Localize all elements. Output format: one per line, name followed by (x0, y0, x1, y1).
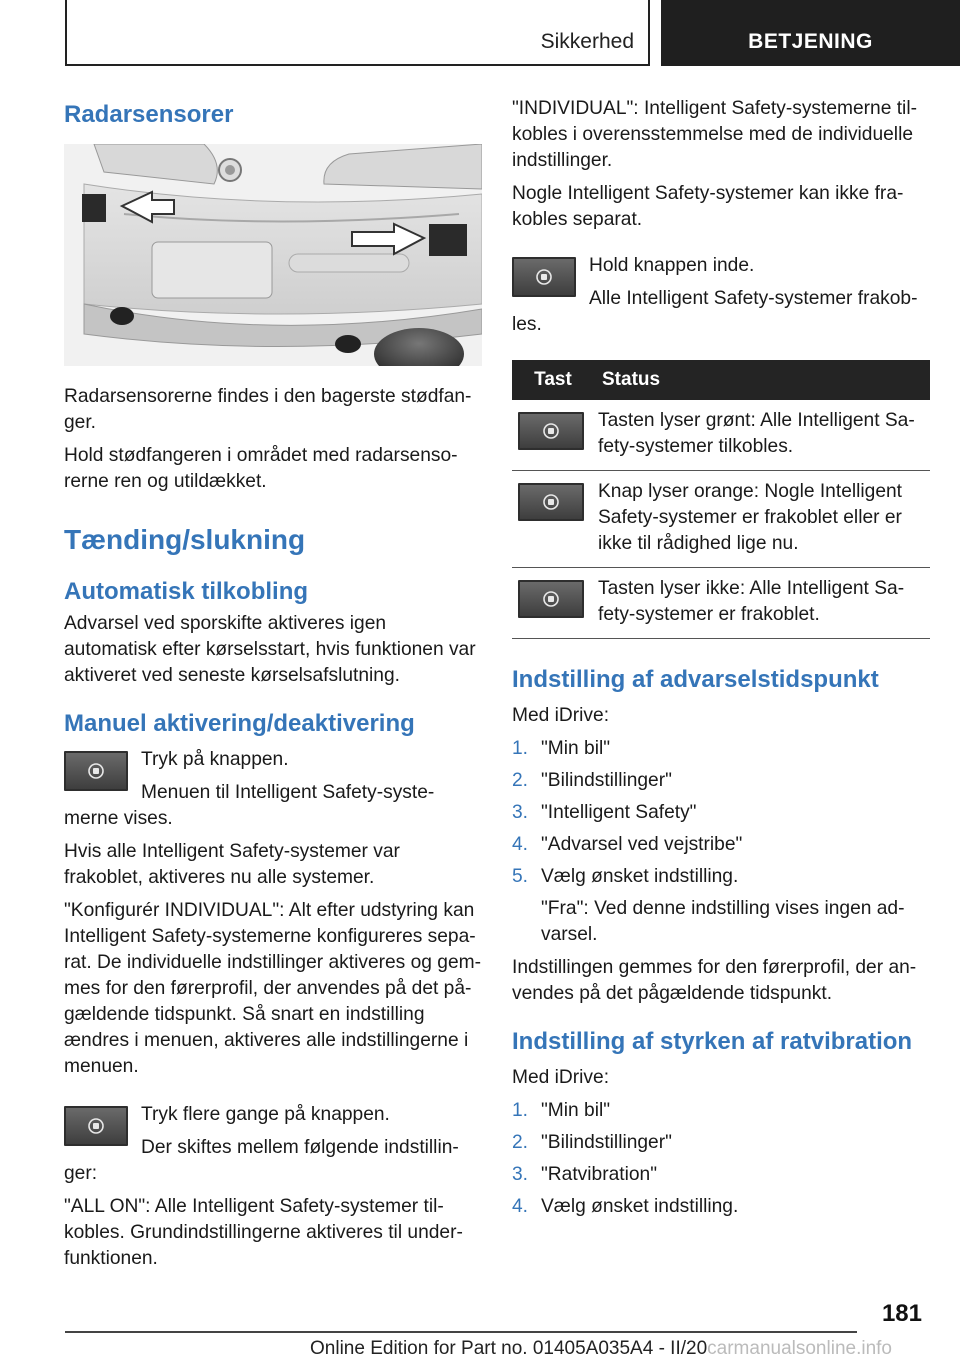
list-item: 4. "Advarsel ved vejstribe" (512, 834, 743, 855)
left-column (64, 96, 482, 1279)
list-item: 1. "Min bil" (512, 738, 611, 759)
all-on-text: "ALL ON": Alle Intelligent Safety-systemer til-kobles. Grundindstillingerne aktiveres til under-funktionen. (64, 1196, 463, 1269)
header-chapter-tab (661, 0, 960, 66)
table-header-key: Tast (512, 360, 594, 400)
table-row (512, 400, 930, 471)
press-instruction: Tryk på knappen. (141, 749, 289, 770)
manual-heading: Manuel aktivering/deaktivering (64, 710, 415, 737)
radar-heading: Radarsensorer (64, 101, 234, 128)
page-header (0, 0, 960, 66)
footer-edition: Online Edition for Part no. 01405A035A4 - II/20 (310, 1338, 708, 1359)
press-multi-result: Der skiftes mellem følgende indstillin-ger: (64, 1137, 459, 1184)
list-item: 3. "Ratvibration" (512, 1164, 658, 1185)
safety-button-icon (512, 257, 576, 297)
safety-button-icon (64, 1106, 128, 1146)
auto-text: Advarsel ved sporskifte aktiveres igen automatisk efter kørselsstart, hvis funktionen var aktiveret ved seneste kørselsafslutning. (64, 613, 476, 686)
footer-divider (65, 1331, 857, 1333)
warning-time-heading: Indstilling af advarselstidspunkt (512, 666, 879, 693)
safety-button-icon (518, 580, 584, 618)
table-row (512, 471, 930, 568)
all-off-text: Hvis alle Intelligent Safety-systemer var frakoblet, aktiveres nu alle systemer. (64, 841, 400, 888)
press-multi-block (64, 1102, 482, 1187)
radar-text-2: Hold stødfangeren i området med radarsenso-rerne ren og utildækket. (64, 445, 458, 492)
list-item: 1. "Min bil" (512, 1100, 611, 1121)
header-chapter-title: BETJENING (748, 30, 873, 53)
table-header-status: Status (594, 360, 930, 400)
press-result: Menuen til Intelligent Safety-syste-merne vises. (64, 782, 435, 829)
header-section-title: Sikkerhed (540, 30, 634, 53)
individual-text: "INDIVIDUAL": Intelligent Safety-systemerne til-kobles i overensstemmelse med de individuelle indstillinger. (512, 98, 917, 171)
list-item: 4. Vælg ønsket indstilling. (512, 1196, 739, 1217)
table-cell-status: Tasten lyser grønt: Alle Intelligent Sa-fety-systemer tilkobles. (594, 400, 930, 471)
list-item: 5. Vælg ønsket indstilling. (512, 866, 739, 887)
vibration-intro: Med iDrive: (512, 1067, 610, 1088)
warning-steps (512, 736, 930, 890)
press-multi-instruction: Tryk flere gange på knappen. (141, 1104, 390, 1125)
press-button-block (64, 747, 482, 832)
header-section-box (65, 0, 650, 66)
hold-instruction: Hold knappen inde. (589, 255, 755, 276)
table-row (512, 568, 930, 639)
table-cell-status: Tasten lyser ikke: Alle Intelligent Sa-fety-systemer er frakoblet. (594, 568, 930, 639)
safety-button-icon (64, 751, 128, 791)
ignition-heading: Tænding/slukning (64, 524, 306, 555)
hold-button-block (512, 253, 930, 338)
status-table (512, 360, 930, 639)
warning-intro: Med iDrive: (512, 705, 610, 726)
list-item: 2. "Bilindstillinger" (512, 1132, 672, 1153)
list-item: 3. "Intelligent Safety" (512, 802, 697, 823)
configure-text: "Konfigurér INDIVIDUAL": Alt efter udstyring kan Intelligent Safety-systemerne konfigureres sepa-rat. De individuelle indstillinger aktiveres og gem-mes for den førerprofil, der anvendes på det på-gældende tidspunkt. Så snart en indstilling ændres i menuen, aktiveres alle indstillingerne i menuen. (64, 900, 481, 1077)
hold-result: Alle Intelligent Safety-systemer frakob-les. (512, 288, 918, 335)
page-number: 181 (881, 1300, 922, 1327)
footer (310, 1338, 892, 1360)
vibration-steps (512, 1098, 930, 1220)
table-cell-status: Knap lyser orange: Nogle Intelligent Safety-systemer er frakoblet eller er ikke til rådighed lige nu. (594, 471, 930, 568)
some-systems-text: Nogle Intelligent Safety-systemer kan ikke fra-kobles separat. (512, 183, 904, 230)
auto-heading: Automatisk tilkobling (64, 578, 309, 605)
footer-watermark: carmanualsonline.info (707, 1338, 892, 1359)
warning-saved-text: Indstillingen gemmes for den førerprofil, der an-vendes på det pågældende tidspunkt. (512, 957, 917, 1004)
car-rear-radar-illustration (64, 144, 482, 366)
safety-button-icon (518, 483, 584, 521)
vibration-heading: Indstilling af styrken af ratvibration (512, 1028, 913, 1055)
list-item: 2. "Bilindstillinger" (512, 770, 672, 791)
right-column (512, 96, 930, 1226)
radar-text-1: Radarsensorerne findes i den bagerste stødfan-ger. (64, 386, 472, 433)
warning-note: "Fra": Ved denne indstilling vises ingen ad-varsel. (541, 898, 905, 945)
safety-button-icon (518, 412, 584, 450)
